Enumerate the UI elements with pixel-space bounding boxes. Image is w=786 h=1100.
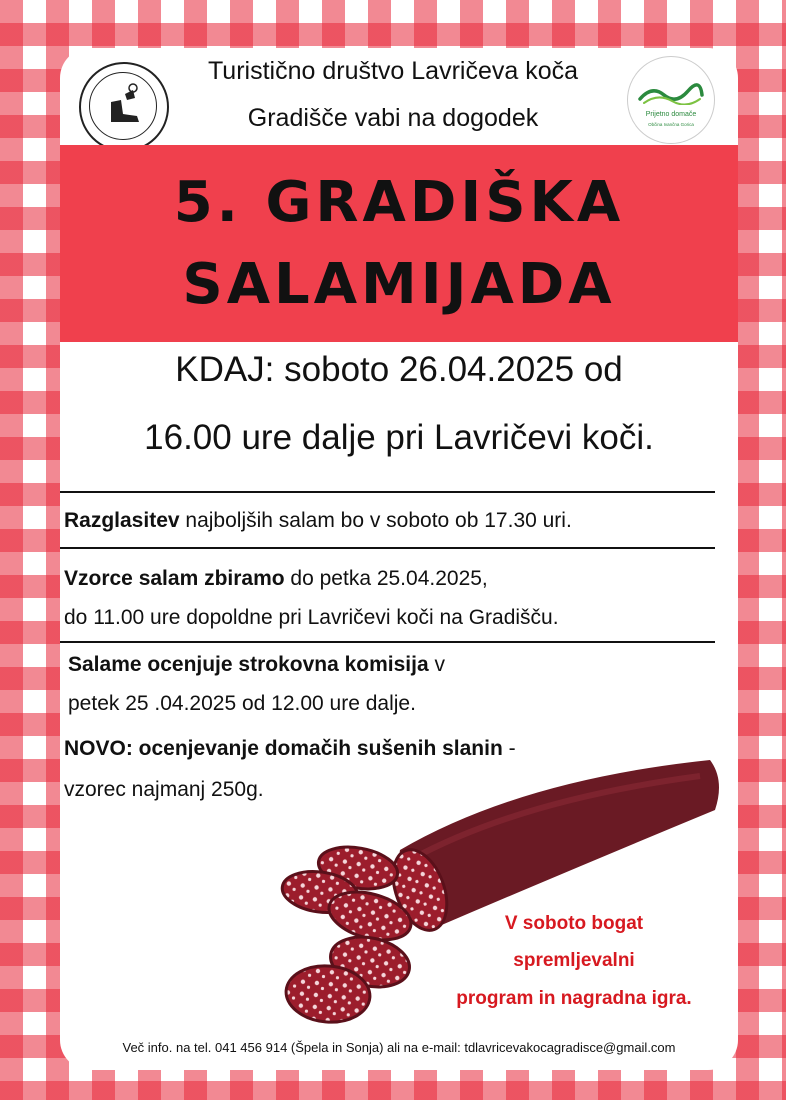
new-category-line2: vzorec najmanj 250g.	[64, 778, 264, 801]
hills-icon	[638, 81, 704, 105]
organizer-line: Turistično društvo Lavričeva koča	[207, 57, 579, 85]
new-category-line: NOVO: ocenjevanje domačih sušenih slanin -	[64, 737, 516, 760]
event-title-line2: SALAMIJADA	[182, 252, 616, 317]
invite-line: Gradišče vabi na dogodek	[247, 104, 539, 132]
when-line2: 16.00 ure dalje pri Lavričevi koči.	[144, 418, 654, 457]
divider	[60, 547, 715, 549]
promo-line3: program in nagradna igra.	[456, 988, 692, 1009]
logo-brand-text: Prijetno domače	[645, 111, 697, 118]
promo-line2: spremljevalni	[513, 950, 635, 971]
when-line1: KDAJ: soboto 26.04.2025 od	[175, 350, 623, 389]
judging-line: Salame ocenjuje strokovna komisija v	[68, 653, 445, 676]
collection-line2: do 11.00 ure dopoldne pri Lavričevi koči na Gradišču.	[64, 606, 559, 629]
divider	[60, 491, 715, 493]
collection-line: Vzorce salam zbiramo do petka 25.04.2025,	[64, 567, 488, 590]
divider	[60, 641, 715, 643]
tourist-society-logo	[79, 62, 169, 152]
logo-sub-text: Občina Ivančna Gorica	[648, 122, 694, 127]
event-title-line1: 5. GRADIŠKA	[173, 170, 625, 235]
promo-line1: V soboto bogat	[504, 913, 644, 934]
judging-line2: petek 25 .04.2025 od 12.00 ure dalje.	[68, 692, 416, 715]
prijetno-domace-logo	[627, 56, 715, 144]
announcement-line: Razglasitev najboljših salam bo v soboto ob 17.30 uri.	[64, 509, 572, 532]
boot-icon	[81, 64, 167, 150]
contact-footer: Več info. na tel. 041 456 914 (Špela in Sonja) ali na e-mail: tdlavricevakocagradisce@gmail.com	[122, 1040, 676, 1055]
